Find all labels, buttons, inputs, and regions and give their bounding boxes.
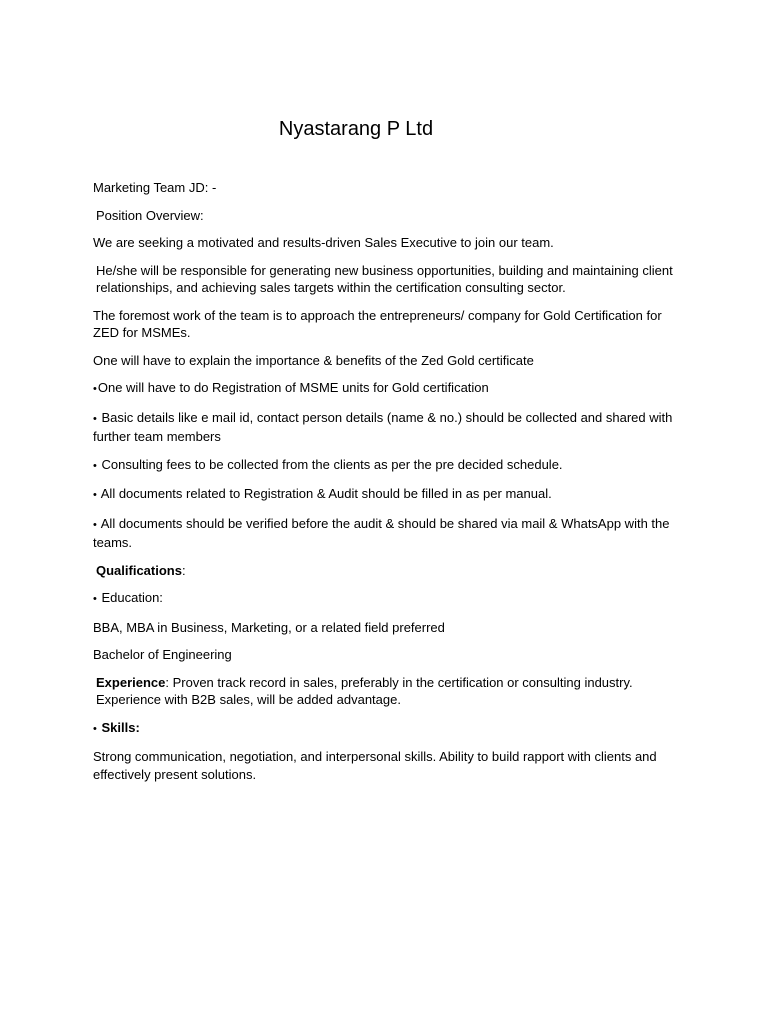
education-label: Education: — [101, 590, 163, 605]
bullet-icon: • — [93, 412, 97, 425]
bullet-icon: • — [93, 593, 97, 605]
bullet-icon: • — [93, 518, 97, 531]
bullet-icon: • — [93, 722, 97, 735]
bullet-item-documents-verified — [93, 515, 683, 552]
skills-item — [93, 719, 683, 739]
qualifications-heading — [93, 562, 683, 580]
paragraph-explain: One will have to explain the importance & benefits of the Zed Gold certificate — [93, 352, 534, 368]
document-body — [93, 179, 683, 793]
bullet-item-basic-details — [93, 409, 683, 446]
bullet-item-documents-filled — [93, 485, 683, 505]
education-item — [93, 589, 683, 609]
experience-label: Experience — [96, 674, 166, 690]
experience-paragraph — [93, 674, 683, 709]
education-degree-1: BBA, MBA in Business, Marketing, or a related field preferred — [93, 619, 445, 635]
qualifications-colon: : — [181, 562, 186, 578]
paragraph-foremost-work: The foremost work of the team is to approach the entrepreneurs/ company for Gold Certification for ZED for MSMEs. — [93, 307, 662, 340]
paragraph-intro: We are seeking a motivated and results-driven Sales Executive to join our team. — [93, 235, 554, 250]
bullet-text: All documents related to Registration & Audit should be filled in as per manual. — [100, 486, 552, 501]
qualifications-label: Qualifications — [96, 562, 182, 578]
bullet-item-fees — [93, 456, 683, 476]
paragraph-responsibility: He/she will be responsible for generating new business opportunities, building and maintaining client relationships, and achieving sales targets within the certification consulting sector. — [96, 262, 673, 295]
skills-label: Skills: — [101, 719, 140, 735]
bullet-text: Consulting fees to be collected from the clients as per the pre decided schedule. — [101, 456, 563, 472]
bullet-item-registration — [93, 379, 683, 399]
bullet-icon: • — [93, 383, 97, 395]
experience-text: : Proven track record in sales, preferably in the certification or consulting industry. Experience with B2B sales, will be added advantage. — [96, 674, 633, 707]
jd-heading: Marketing Team JD: - — [93, 180, 217, 195]
skills-text: Strong communication, negotiation, and interpersonal skills. Ability to build rapport with clients and effectively present solutions. — [93, 749, 657, 782]
bullet-text: All documents should be verified before the audit & should be shared via mail & WhatsApp with the teams. — [93, 515, 670, 550]
overview-heading: Position Overview: — [96, 207, 204, 223]
bullet-text: One will have to do Registration of MSME units for Gold certification — [97, 380, 489, 395]
bullet-icon: • — [93, 459, 97, 472]
document-title: Nyastarang P Ltd — [278, 118, 434, 140]
bullet-text: Basic details like e mail id, contact person details (name & no.) should be collected and shared with further team members — [93, 409, 673, 444]
education-degree-2: Bachelor of Engineering — [93, 647, 232, 662]
bullet-icon: • — [93, 489, 97, 501]
